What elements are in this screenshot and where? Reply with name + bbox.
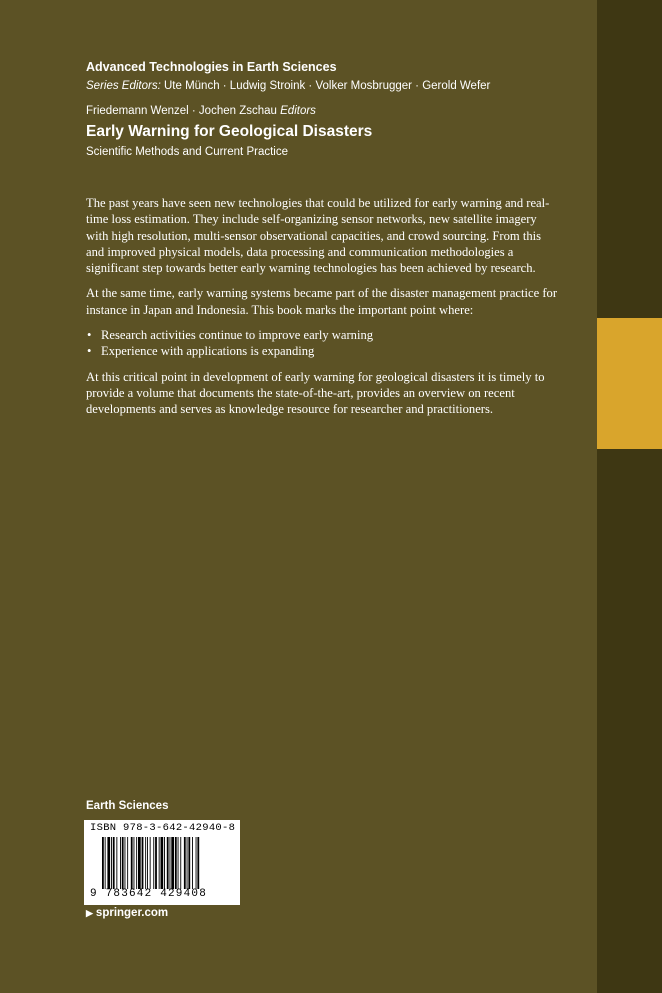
header: [86, 58, 586, 161]
barcode-bars: [102, 837, 230, 889]
publisher-link[interactable]: [86, 907, 168, 919]
barcode-bar: [145, 837, 146, 889]
barcode-bar: [131, 837, 133, 889]
barcode-bar: [175, 837, 177, 889]
barcode-bar: [105, 837, 106, 889]
blurb-bullet-list: [86, 327, 562, 360]
list-item-text: Experience with applications is expanding: [101, 344, 315, 359]
barcode-bar: [171, 837, 174, 889]
barcode-bar: [196, 837, 197, 889]
barcode-bar: [113, 837, 115, 889]
barcode-bar: [188, 837, 190, 889]
spine-accent-block: [597, 318, 662, 449]
barcode-bar: [122, 837, 124, 889]
publisher-link-text: springer.com: [95, 907, 169, 919]
barcode-bar: [164, 837, 165, 889]
book-subtitle: Scientific Methods and Current Practice: [86, 146, 288, 158]
barcode-bar: [180, 837, 181, 889]
barcode-bar: [125, 837, 126, 889]
barcode-bar: [107, 837, 110, 889]
isbn-label: ISBN 978-3-642-42940-8: [90, 822, 236, 834]
subject-category: Earth Sciences: [86, 800, 169, 812]
bullet-icon: •: [87, 328, 92, 343]
barcode-bar: [150, 837, 151, 889]
blurb-paragraph-2: At the same time, early warning systems became part of the disaster management practice for instance in Japan and Indonesia. This book marks the important point where:: [86, 286, 558, 317]
barcode-bar: [138, 837, 141, 889]
barcode-bar: [142, 837, 144, 889]
list-item: [86, 327, 562, 343]
book-editors: [86, 102, 586, 120]
barcode-bar: [170, 837, 171, 889]
barcode-bar: [147, 837, 148, 889]
series-editors-names: Ute Münch · Ludwig Stroink · Volker Mosbrugger · Gerold Wefer: [163, 80, 491, 92]
barcode-bar: [184, 837, 186, 889]
list-item: [86, 343, 562, 359]
barcode-bar: [134, 837, 135, 889]
series-editors: [86, 77, 586, 95]
bullet-icon: •: [87, 344, 92, 359]
blurb-paragraph-3: At this critical point in development of early warning for geological disasters it is timely to provide a volume that documents the state-of-the-art, provides an overview on recent developments and serves as knowledge resource for researcher and practitioners.: [86, 369, 545, 417]
barcode-bar: [197, 837, 199, 889]
barcode-bar: [161, 837, 164, 889]
barcode-bar: [136, 837, 137, 889]
barcode-bar: [155, 837, 157, 889]
barcode-bar: [153, 837, 154, 889]
series-editors-label: Series Editors:: [86, 80, 161, 92]
blurb-paragraph-1: The past years have seen new technologies that could be utilized for early warning and real-time loss estimation. They include self-organizing sensor networks, new satellite imagery with high resolution, multi-sensor observational capacities, and crowd sourcing. From this and improved physical models, data processing and communication methodologies a significant step towards better early warning technologies has been achieved by research.: [86, 196, 550, 276]
blurb: [86, 195, 562, 427]
barcode-bar: [187, 837, 188, 889]
barcode-bar: [111, 837, 112, 889]
barcode-bar: [116, 837, 117, 889]
barcode-bar: [127, 837, 128, 889]
spine-strip: [597, 0, 662, 993]
barcode-bar: [102, 837, 104, 889]
barcode: [84, 820, 240, 905]
ean-digits: 9 783642 429408: [90, 888, 208, 900]
series-title: Advanced Technologies in Earth Sciences: [86, 60, 337, 74]
book-editors-label: Editors: [280, 105, 316, 117]
barcode-bar: [159, 837, 160, 889]
barcode-bar: [178, 837, 179, 889]
barcode-bar: [167, 837, 169, 889]
arrow-right-icon: ▶: [86, 908, 93, 918]
book-editors-names: Friedemann Wenzel · Jochen Zschau: [86, 105, 277, 117]
list-item-text: Research activities continue to improve early warning: [101, 328, 374, 343]
barcode-bar: [120, 837, 121, 889]
barcode-bar: [192, 837, 193, 889]
book-title: Early Warning for Geological Disasters: [86, 123, 373, 140]
